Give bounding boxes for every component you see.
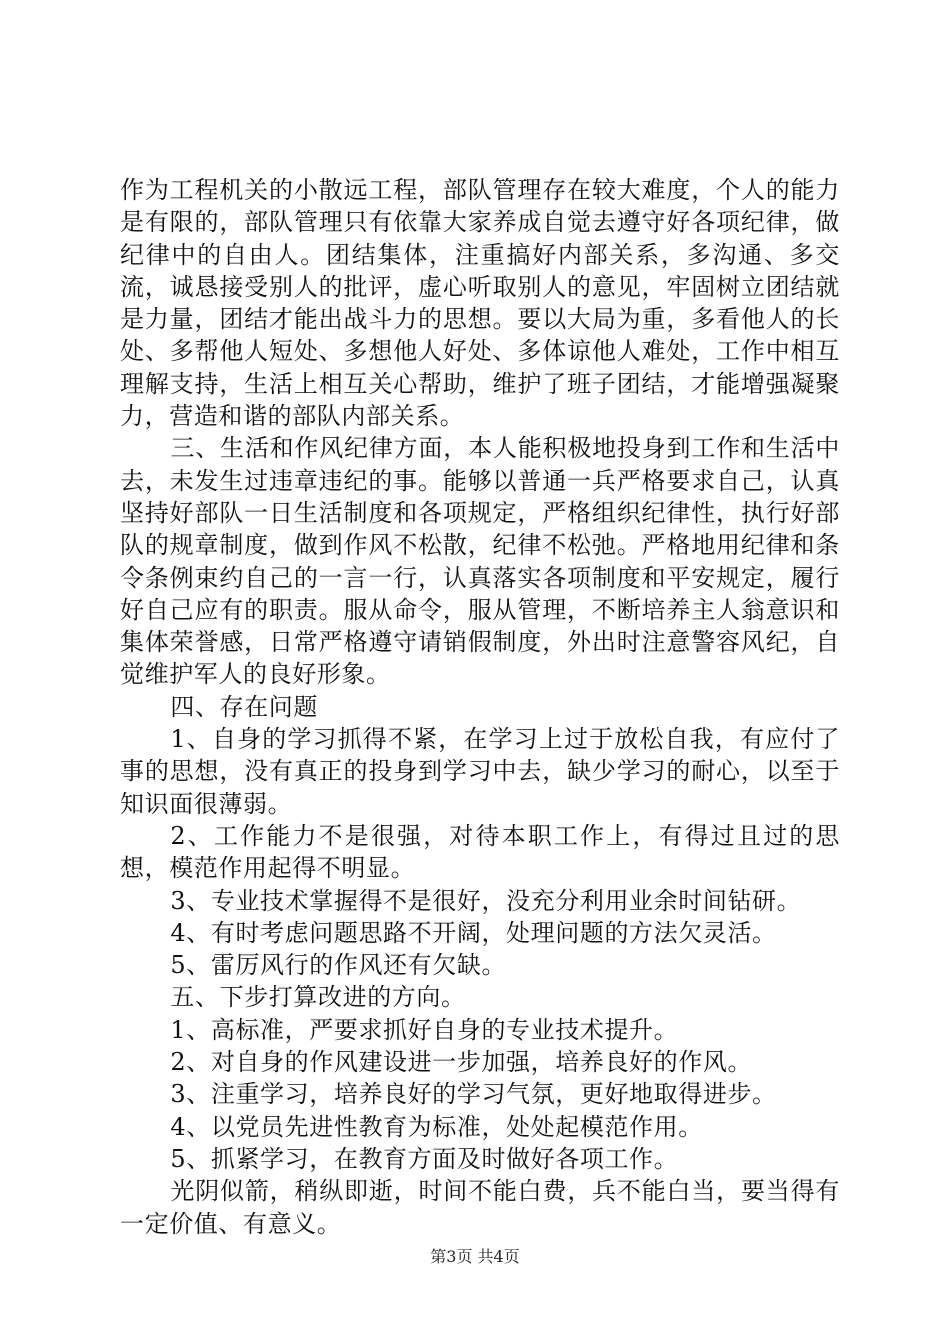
list-item-problem-2: 2、工作能力不是很强，对待本职工作上，有得过且过的思想，模范作用起得不明显。 xyxy=(120,821,840,883)
heading-section-4: 四、存在问题 xyxy=(170,692,318,721)
list-item-plan-3: 3、注重学习，培养良好的学习气氛，更好地取得进步。 xyxy=(170,1080,777,1109)
list-item-problem-4: 4、有时考虑问题思路不开阔，处理问题的方法欠灵活。 xyxy=(170,918,777,947)
list-item-problem-5: 5、雷厉风行的作风还有欠缺。 xyxy=(170,951,507,980)
list-item-plan-2: 2、对自身的作风建设进一步加强，培养良好的作风。 xyxy=(170,1048,753,1077)
heading-section-5: 五、下步打算改进的方向。 xyxy=(170,983,466,1012)
list-item-plan-4: 4、以党员先进性教育为标准，处处起模范作用。 xyxy=(170,1112,703,1141)
paragraph-closing: 光阴似箭，稍纵即逝，时间不能白费，兵不能白当，要当得有一定价值、有意义。 xyxy=(120,1177,840,1238)
paragraph-section-3: 三、生活和作风纪律方面，本人能积极地投身到工作和生活中去，未发生过违章违纪的事。能够以普通一兵严格要求自己，认真坚持好部队一日生活制度和各项规定，严格组织纪律性，执行好部队的规章制度，做到作风不松散，纪律不松弛。严格地用纪律和条令条例束约自己的一言一行，认真落实各项制度和平安规定，履行好自己应有的职责。服从命令，服从管理，不断培养主人翁意识和集体荣誉感，日常严格遵守请销假制度，外出时注意警容风纪，自觉维护军人的良好形象。 xyxy=(120,434,840,689)
page-number: 第3页 共4页 xyxy=(430,1247,520,1266)
paragraph-continuation: 作为工程机关的小散远工程，部队管理存在较大难度，个人的能力是有限的，部队管理只有依靠大家养成自觉去遵守好各项纪律，做纪律中的自由人。团结集体，注重搞好内部关系，多沟通、多交流，诚恳接受别人的批评，虚心听取别人的意见，牢固树立团结就是力量，团结才能出战斗力的思想。要以大局为重，多看他人的长处、多帮他人短处、多想他人好处、多体谅他人难处，工作中相互理解支持，生活上相互关心帮助，维护了班子团结，才能增强凝聚力，营造和谐的部队内部关系。 xyxy=(120,176,840,431)
list-item-plan-1: 1、高标准，严要求抓好自身的专业技术提升。 xyxy=(170,1015,679,1044)
list-item-problem-3: 3、专业技术掌握得不是很好，没充分利用业余时间钻研。 xyxy=(170,886,802,915)
list-item-problem-1: 1、自身的学习抓得不紧，在学习上过于放松自我，有应付了事的思想，没有真正的投身到学习中去，缺少学习的耐心，以至于知识面很薄弱。 xyxy=(120,725,840,818)
list-item-plan-5: 5、抓紧学习，在教育方面及时做好各项工作。 xyxy=(170,1144,679,1173)
document-body xyxy=(120,174,840,1240)
